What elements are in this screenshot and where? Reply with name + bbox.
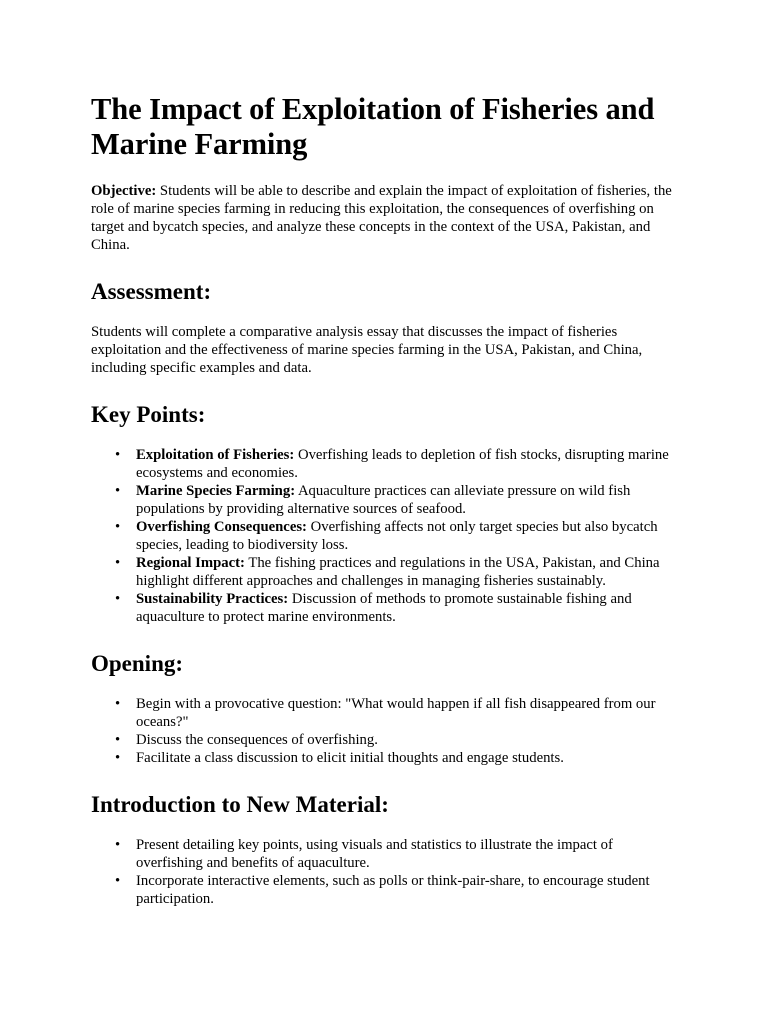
list-item — [115, 482, 678, 518]
list-item — [115, 554, 678, 590]
key-point-label: Marine Species Farming: — [136, 483, 296, 499]
key-point-label: Sustainability Practices: — [136, 591, 289, 607]
opening-item-text: Begin with a provocative question: "What would happen if all fish disappeared from our oceans?" — [136, 696, 656, 730]
bullet-icon: • — [115, 732, 121, 748]
bullet-icon: • — [115, 519, 121, 535]
opening-heading: Opening: — [91, 651, 184, 676]
key-point-text: The fishing practices and regulations in the USA, Pakistan, and China highlight different approaches and challenges in managing fisheries sustainably. — [136, 555, 660, 589]
key-point-text: Discussion of methods to promote sustainable fishing and aquaculture to protect marine environments. — [136, 591, 632, 625]
list-item — [115, 749, 678, 767]
key-points-heading: Key Points: — [91, 402, 206, 427]
introduction-item-text: Incorporate interactive elements, such as polls or think-pair-share, to encourage student participation. — [136, 873, 650, 907]
bullet-icon: • — [115, 447, 121, 463]
bullet-icon: • — [115, 483, 121, 499]
key-points-list — [91, 446, 678, 626]
opening-item-text: Facilitate a class discussion to elicit initial thoughts and engage students. — [136, 750, 564, 766]
list-item — [115, 872, 678, 908]
introduction-item-text: Present detailing key points, using visuals and statistics to illustrate the impact of overfishing and benefits of aquaculture. — [136, 837, 613, 871]
introduction-heading: Introduction to New Material: — [91, 792, 389, 817]
list-item — [115, 731, 678, 749]
objective-paragraph — [91, 182, 678, 254]
list-item — [115, 695, 678, 731]
key-point-text: Overfishing leads to depletion of fish stocks, disrupting marine ecosystems and economies. — [136, 447, 669, 481]
bullet-icon: • — [115, 555, 121, 571]
key-point-text: Aquaculture practices can alleviate pressure on wild fish populations by providing alternative sources of seafood. — [136, 483, 631, 517]
list-item — [115, 590, 678, 626]
objective-text: Students will be able to describe and explain the impact of exploitation of fisheries, the role of marine species farming in reducing this exploitation, the consequences of overfishing on target and bycatch species, and analyze these concepts in the context of the USA, Pakistan, and China. — [91, 183, 672, 253]
bullet-icon: • — [115, 837, 121, 853]
objective-label: Objective: — [91, 183, 157, 199]
opening-item-text: Discuss the consequences of overfishing. — [136, 732, 378, 748]
key-point-label: Regional Impact: — [136, 555, 245, 571]
key-point-label: Overfishing Consequences: — [136, 519, 307, 535]
key-point-label: Exploitation of Fisheries: — [136, 447, 295, 463]
list-item — [115, 446, 678, 482]
bullet-icon: • — [115, 591, 121, 607]
assessment-paragraph: Students will complete a comparative analysis essay that discusses the impact of fisheries exploitation and the effectiveness of marine species farming in the USA, Pakistan, and China, including specific examples and data. — [91, 324, 643, 376]
page-title: The Impact of Exploitation of Fisheries and Marine Farming — [91, 92, 655, 161]
bullet-icon: • — [115, 696, 121, 712]
introduction-list — [91, 836, 678, 908]
list-item — [115, 836, 678, 872]
bullet-icon: • — [115, 750, 121, 766]
assessment-heading: Assessment: — [91, 279, 212, 304]
list-item — [115, 518, 678, 554]
bullet-icon: • — [115, 873, 121, 889]
key-point-text: Overfishing affects not only target species but also bycatch species, leading to biodiversity loss. — [136, 519, 658, 553]
opening-list — [91, 695, 678, 767]
